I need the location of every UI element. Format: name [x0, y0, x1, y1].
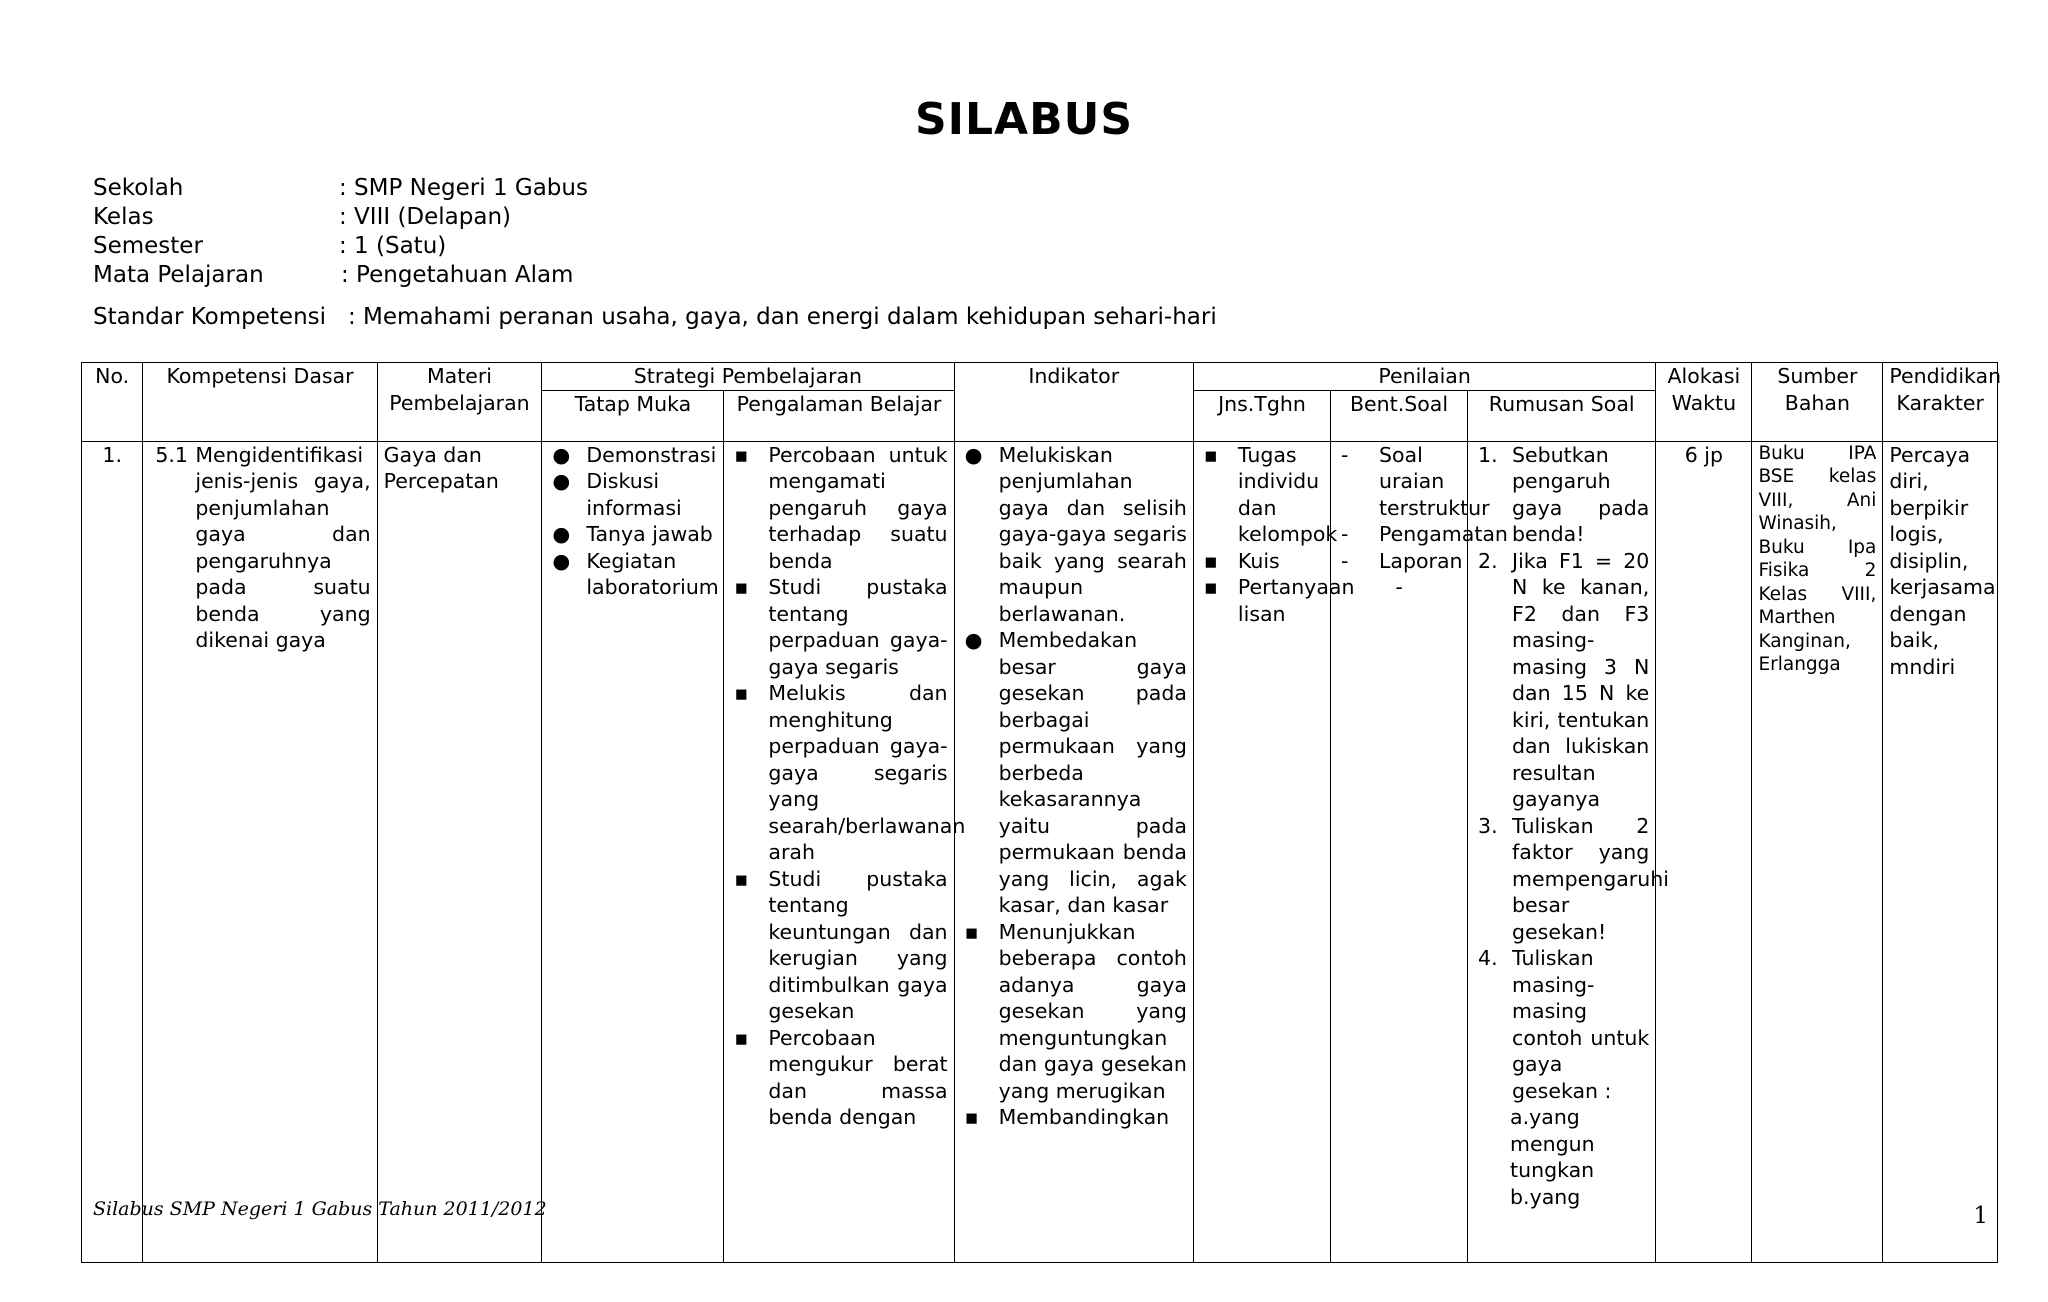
cell-tatap-muka	[542, 441, 724, 1262]
sk-label: Standar Kompetensi	[93, 304, 327, 330]
bullet-dot-icon: ●	[552, 469, 571, 493]
list-item: - Pengamatan	[1340, 522, 1508, 546]
header-pengalaman: Pengalaman Belajar	[724, 390, 954, 441]
bullet-square-icon: ▪	[734, 866, 749, 891]
bullet-square-icon: ▪	[964, 919, 979, 944]
cell-pendidikan-karakter: Percaya diri, berpikir logis, disiplin, kerjasama dengan baik, mndiri	[1883, 441, 1998, 1262]
cell-jenis-tagihan	[1193, 441, 1355, 1262]
cell-sumber-bahan	[1752, 441, 1883, 1262]
rumusan-sub-item: b.yang	[1510, 1184, 1581, 1209]
header-pendidikan-karakter: Pendidikan Karakter	[1883, 363, 1998, 442]
list-item: ● Melukiskan penjumlahan gaya dan selisih gaya-gaya segaris baik yang searah maupun berlawanan.	[964, 442, 1187, 626]
bullet-dot-icon: ●	[964, 442, 983, 467]
page-footer: Silabus SMP Negeri 1 Gabus Tahun 2011/2012	[93, 1198, 547, 1220]
meta-value: : 1 (Satu)	[339, 233, 447, 259]
list-item: ● Kegiatan laboratorium	[552, 548, 719, 599]
cell-alokasi-waktu: 6 jp	[1656, 441, 1752, 1262]
header-alokasi: Alokasi Waktu	[1656, 363, 1752, 442]
list-item: ▪ Melukis dan menghitung perpaduan gaya-gaya segaris yang searah/berlawanan arah	[734, 681, 966, 864]
meta-value: : VIII (Delapan)	[339, 204, 512, 230]
meta-label: Kelas	[93, 204, 154, 230]
cell-materi: Gaya dan Percepatan	[377, 441, 542, 1262]
meta-label: Sekolah	[93, 175, 184, 201]
header-no: No.	[82, 363, 143, 442]
bullet-square-icon: ▪	[1203, 442, 1218, 467]
list-item: ● Tanya jawab	[552, 522, 713, 546]
list-item: ▪ Kuis	[1203, 548, 1280, 573]
cell-rumusan-soal	[1468, 441, 1669, 1262]
header-strategi: Strategi Pembelajaran	[542, 363, 954, 391]
bullet-square-icon: ▪	[734, 681, 749, 705]
bullet-square-icon: ▪	[734, 442, 749, 467]
list-item: ▪ Menunjukkan beberapa contoh adanya gaya gesekan yang menguntungkan dan gaya gesekan yang merugikan	[964, 919, 1187, 1103]
bullet-square-icon: ▪	[1203, 548, 1218, 573]
bullet-dot-icon: ●	[552, 522, 571, 546]
bullet-dash-icon: -	[1340, 522, 1349, 546]
list-item: ▪ Tugas individu dan kelompok	[1203, 442, 1338, 546]
header-tatap-muka: Tatap Muka	[542, 390, 724, 441]
header-sumber: Sumber Bahan	[1752, 363, 1883, 442]
header-bentuk-soal: Bent.Soal	[1330, 390, 1467, 441]
list-item: - Laporan	[1340, 548, 1463, 573]
cell-pengalaman-belajar	[724, 441, 966, 1262]
header-row-1	[82, 363, 1998, 391]
cell-no: 1.	[82, 441, 143, 1262]
list-item: 3. Tuliskan 2 faktor yang mempengaruhi besar gesekan!	[1478, 813, 1669, 944]
header-materi: Materi Pembelajaran	[377, 363, 542, 442]
sk-value: : Memahami peranan usaha, gaya, dan energi dalam kehidupan sehari-hari	[348, 304, 1217, 330]
list-item: ▪ Percobaan mengukur berat dan massa benda dengan	[734, 1025, 948, 1129]
meta-value: : SMP Negeri 1 Gabus	[339, 175, 588, 201]
kd-text: Mengidentifikasi jenis-jenis gaya, penjumlahan gaya dan pengaruhnya pada suatu benda yang dikenai gaya	[195, 442, 371, 652]
meta-value: : Pengetahuan Alam	[341, 262, 574, 288]
page-number: 1	[1973, 1203, 1988, 1229]
bullet-dash-icon: -	[1340, 548, 1349, 573]
page-title: SILABUS	[914, 94, 1134, 145]
kd-number: 5.1	[155, 442, 188, 467]
bullet-square-icon: ▪	[734, 1025, 749, 1050]
list-item: 2. Jika F1 = 20 N ke kanan, F2 dan F3 masing-masing 3 N dan 15 N ke kiri, tentukan dan lukiskan resultan gayanya	[1478, 548, 1650, 811]
bullet-dash-icon: -	[1340, 442, 1349, 467]
header-kompetensi-dasar: Kompetensi Dasar	[143, 363, 377, 442]
cell-indikator	[954, 441, 1193, 1262]
bullet-dot-icon: ●	[964, 628, 983, 652]
meta-label: Semester	[93, 233, 203, 259]
list-item: ● Diskusi informasi	[552, 469, 682, 520]
bullet-dot-icon: ●	[552, 548, 571, 573]
list-item: ▪ Studi pustaka tentang perpaduan gaya-gaya segaris	[734, 575, 948, 679]
bullet-square-icon: ▪	[964, 1105, 979, 1129]
bullet-dot-icon: ●	[552, 442, 571, 467]
list-item: 4. Tuliskan masing-masing contoh untuk gaya gesekan :	[1478, 946, 1650, 1103]
cell-bentuk-soal	[1330, 441, 1508, 1262]
list-item: ● Demonstrasi	[552, 442, 717, 467]
list-item: ▪ Percobaan untuk mengamati pengaruh gaya terhadap suatu benda	[734, 442, 948, 573]
header-rumusan-soal: Rumusan Soal	[1468, 390, 1656, 441]
list-item: ● Membedakan besar gaya gesekan pada berbagai permukaan yang berbeda kekasarannya yaitu pada permukaan benda yang licin, agak kasar, dan kasar	[964, 628, 1187, 917]
list-item: - Soal uraian terstruktur	[1340, 442, 1490, 520]
meta-label: Mata Pelajaran	[93, 262, 264, 288]
list-item: ▪ Membandingkan	[964, 1105, 1170, 1129]
bullet-square-icon: ▪	[1203, 575, 1218, 599]
bentuk-soal-extra: -	[1395, 575, 1403, 599]
bullet-square-icon: ▪	[734, 575, 749, 599]
list-item: 1. Sebutkan pengaruh gaya pada benda!	[1478, 442, 1650, 546]
cell-kompetensi-dasar	[143, 441, 377, 1262]
list-item: ▪ Studi pustaka tentang keuntungan dan kerugian yang ditimbulkan gaya gesekan	[734, 866, 948, 1023]
header-jenis-tagihan: Jns.Tghn	[1193, 390, 1330, 441]
header-indikator: Indikator	[954, 363, 1193, 442]
header-penilaian: Penilaian	[1193, 363, 1655, 391]
syllabus-table	[81, 362, 2002, 1263]
rumusan-sub-item: a.yang mengun tungkan	[1510, 1105, 1595, 1182]
sumber-text: Buku IPA BSE kelas VIII, Ani Winasih, Buku Ipa Fisika 2 Kelas VIII, Marthen Kanginan, Erlangga	[1758, 442, 1877, 675]
list-item: ▪ Pertanyaan lisan	[1203, 575, 1355, 626]
table-row	[82, 441, 1998, 1262]
standar-kompetensi	[93, 304, 1217, 330]
